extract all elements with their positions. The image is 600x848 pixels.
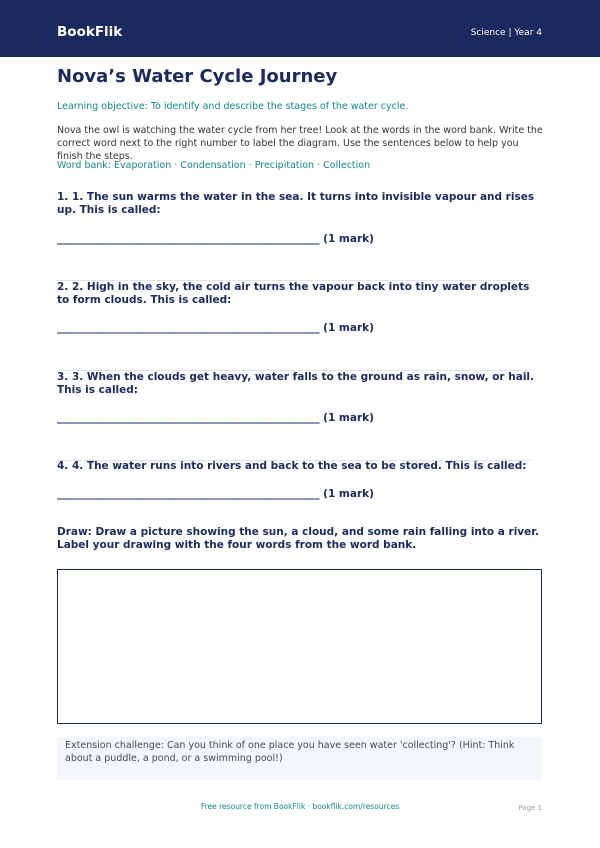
word-bank: Word bank: Evaporation · Condensation · Precipitation · Collection [57,160,371,171]
question-3-text: 3. 3. When the clouds get heavy, water falls to the ground as rain, snow, or hail. This is called: [57,371,535,396]
brand-logo: BookFlik [57,24,123,40]
header-bar [0,0,600,57]
question-4-text: 4. 4. The water runs into rivers and back to the sea to be stored. This is called: [57,460,527,472]
question-1-answer-line[interactable]: __________________________________________________ (1 mark) [57,233,374,245]
page-number: Page 1 [518,804,542,812]
learning-objective: Learning objective: To identify and describe the stages of the water cycle. [57,101,409,112]
page-title: Nova’s Water Cycle Journey [57,66,338,87]
draw-prompt: Draw: Draw a picture showing the sun, a cloud, and some rain falling into a river. Label your drawing with the four words from the word bank. [57,526,539,551]
subject-year-label: Science | Year 4 [470,28,542,38]
question-1-text: 1. 1. The sun warms the water in the sea. It turns into invisible vapour and rises up. This is called: [57,191,535,216]
question-3-answer-line[interactable]: __________________________________________________ (1 mark) [57,412,374,424]
footer-credit: Free resource from BookFlik · bookflik.com/resources [200,802,400,811]
question-4-answer-line[interactable]: __________________________________________________ (1 mark) [57,488,374,500]
intro-text: Nova the owl is watching the water cycle from her tree! Look at the words in the word bank. Write the correct word next to the right number to label the diagram. Use the sentences below to help you finish the steps. [57,125,543,162]
extension-challenge: Extension challenge: Can you think of one place you have seen water 'collecting'? (Hint: Think about a puddle, a pond, or a swimming pool!) [57,737,542,780]
question-2-text: 2. 2. High in the sky, the cold air turns the vapour back into tiny water droplets to form clouds. This is called: [57,281,530,306]
question-2-answer-line[interactable]: __________________________________________________ (1 mark) [57,322,374,334]
drawing-area[interactable] [57,569,542,724]
